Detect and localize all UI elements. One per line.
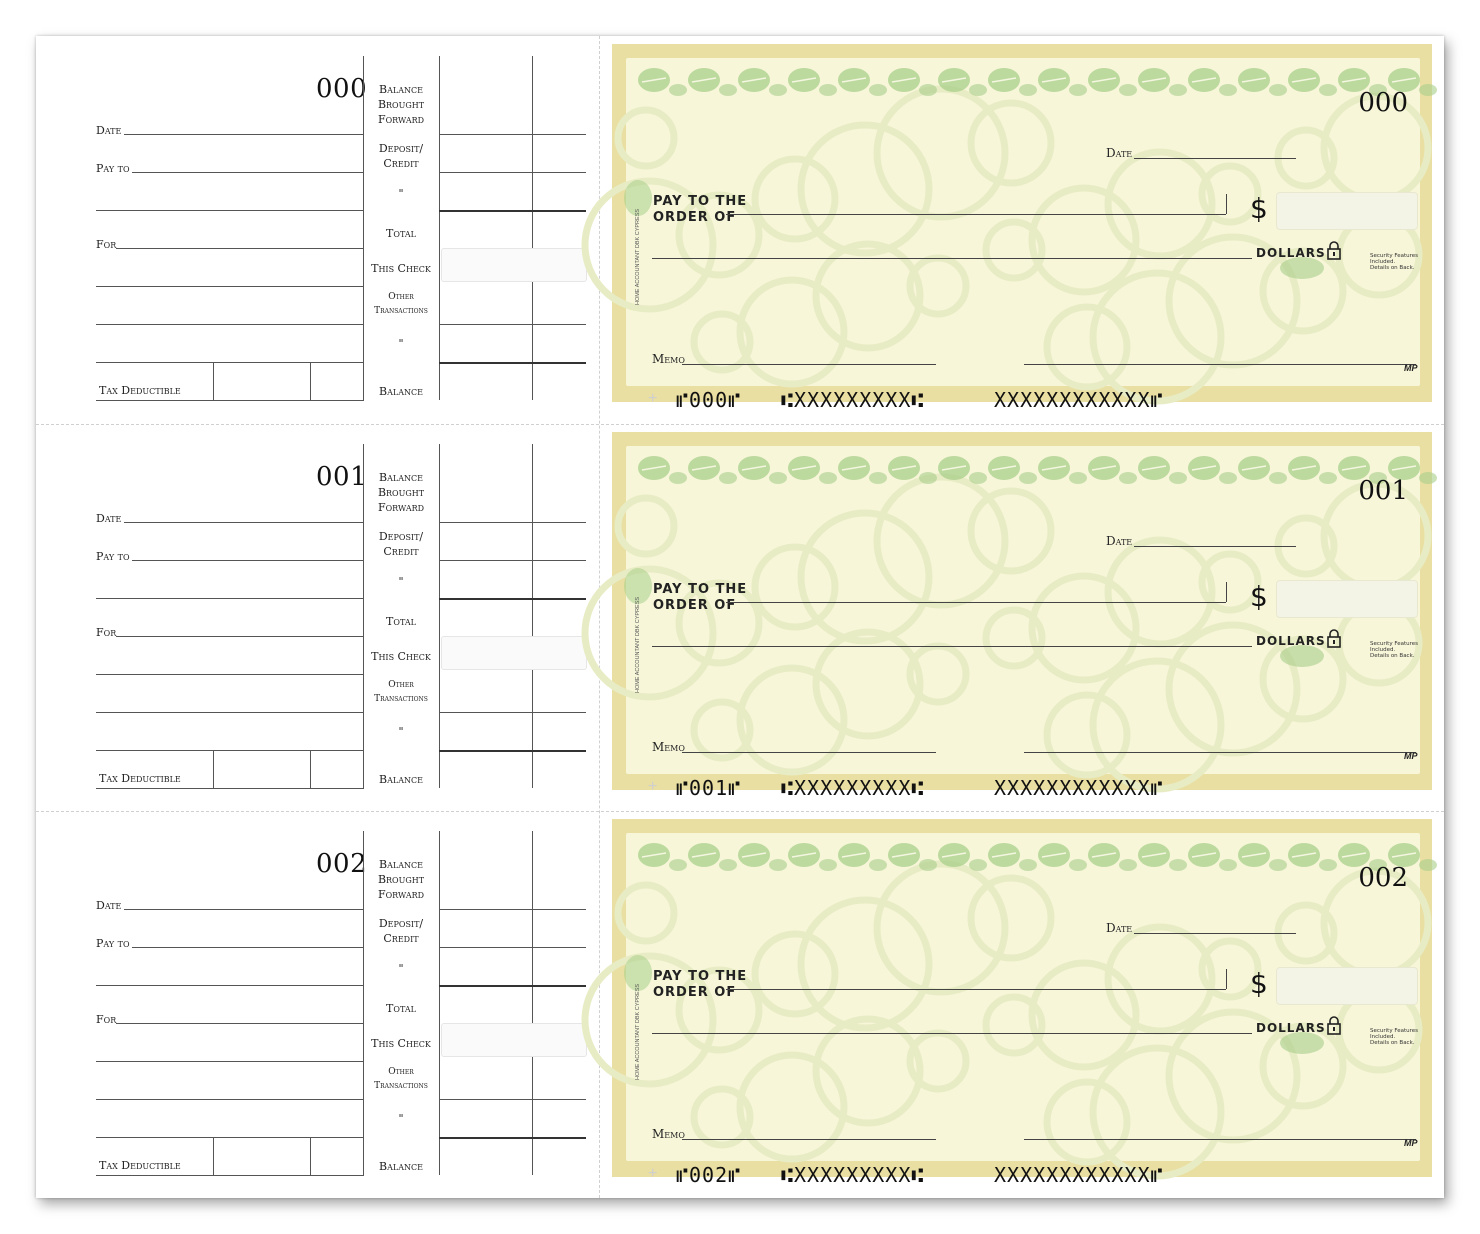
stub-check-number: 002 <box>316 849 368 879</box>
memo-line[interactable] <box>682 752 936 753</box>
ledger-line <box>439 947 586 948</box>
balance-label: Balance <box>379 385 423 398</box>
check-number: 000 <box>1358 88 1408 118</box>
plus-mark: + <box>648 1165 658 1182</box>
other-text: Other <box>388 1067 414 1077</box>
other-text: Other <box>388 292 414 302</box>
deposit-text: Deposit/ <box>378 917 424 930</box>
payee-line-end <box>1226 969 1227 989</box>
pay-to-label <box>653 969 747 1001</box>
dollars-label: DOLLARS <box>1256 246 1326 260</box>
balance-forward-text: Brought <box>377 486 425 499</box>
ledger-line <box>439 712 586 713</box>
stub-divider <box>310 750 311 788</box>
check-date-label: Date <box>1106 921 1133 935</box>
check-number: 001 <box>1358 476 1408 506</box>
stub-divider <box>213 750 214 788</box>
stub-for-label: For <box>96 626 117 639</box>
security-text: Included. <box>1370 1034 1396 1040</box>
written-amount-line[interactable] <box>652 258 1252 259</box>
check-field <box>626 446 1420 800</box>
ditto-mark: " <box>398 337 404 350</box>
this-check-amount-box[interactable] <box>441 1023 587 1057</box>
security-text: Included. <box>1370 647 1396 653</box>
stub-for-line[interactable] <box>116 248 364 249</box>
memo-label: Memo <box>652 352 685 366</box>
stub-payto-label: Pay to <box>96 937 130 950</box>
balance-forward-label <box>361 470 441 515</box>
ledger-line <box>439 362 586 364</box>
micr-account-number: XXXXXXXXXXXX⑈ <box>994 388 1164 412</box>
stub-tax-deductible-label: Tax Deductible <box>99 384 181 397</box>
written-amount-line[interactable] <box>652 646 1252 647</box>
micr-check-number: ⑈001⑈ <box>676 776 742 800</box>
pay-to-text: ORDER OF <box>653 598 737 613</box>
check <box>612 819 1432 1187</box>
amount-box[interactable] <box>1276 967 1418 1005</box>
ledger-line <box>439 598 586 600</box>
memo-label: Memo <box>652 1127 685 1141</box>
lock-icon <box>1326 628 1342 648</box>
balance-forward-text: Balance <box>379 858 423 871</box>
security-text: Details on Back. <box>1370 1040 1415 1046</box>
memo-label: Memo <box>652 740 685 754</box>
stub-line[interactable] <box>96 750 364 751</box>
stub-date-label: Date <box>96 124 122 137</box>
ditto-mark: " <box>398 187 404 200</box>
ledger-line <box>439 909 586 910</box>
this-check-label: This Check <box>371 262 431 275</box>
stub-tax-deductible-label: Tax Deductible <box>99 1159 181 1172</box>
other-transactions-label <box>361 290 441 318</box>
stub-line[interactable] <box>96 674 364 675</box>
dollars-label: DOLLARS <box>1256 1021 1326 1035</box>
balance-forward-text: Forward <box>377 888 425 901</box>
total-label: Total <box>386 615 416 628</box>
ditto-mark: " <box>398 1112 404 1125</box>
this-check-amount-box[interactable] <box>441 248 587 282</box>
mp-mark: MP <box>1404 1138 1418 1148</box>
stub-date-line[interactable] <box>124 909 364 910</box>
ditto-mark: " <box>398 962 404 975</box>
check-stub <box>36 424 599 812</box>
deposit-text: Credit <box>383 157 419 170</box>
check-stub <box>36 811 599 1199</box>
other-transactions-label <box>361 678 441 706</box>
signature-line[interactable] <box>1024 1139 1416 1140</box>
total-label: Total <box>386 227 416 240</box>
balance-label: Balance <box>379 773 423 786</box>
pay-to-text: PAY TO THE <box>653 582 748 597</box>
stub-line[interactable] <box>96 1137 364 1138</box>
stub-line[interactable] <box>96 1061 364 1062</box>
check-sheet <box>36 36 1444 1198</box>
ledger-line <box>439 1099 586 1100</box>
stub-date-label: Date <box>96 899 122 912</box>
this-check-amount-box[interactable] <box>441 636 587 670</box>
check <box>612 432 1432 800</box>
dollars-label: DOLLARS <box>1256 634 1326 648</box>
written-amount-line[interactable] <box>652 1033 1252 1034</box>
stub-payto-line[interactable] <box>132 560 364 561</box>
ledger-line <box>439 324 586 325</box>
memo-line[interactable] <box>682 364 936 365</box>
stub-line <box>96 400 364 401</box>
ditto-mark: " <box>398 575 404 588</box>
micr-check-number: ⑈000⑈ <box>676 388 742 412</box>
ledger-line <box>439 522 586 523</box>
check <box>612 44 1432 412</box>
stub-payto-line[interactable] <box>132 172 364 173</box>
deposit-text: Credit <box>383 932 419 945</box>
payee-line[interactable] <box>726 602 1226 603</box>
this-check-label: This Check <box>371 650 431 663</box>
payee-line-end <box>1226 194 1227 214</box>
stub-line[interactable] <box>96 362 364 363</box>
micr-routing-number: ⑆XXXXXXXXX⑆ <box>781 388 925 412</box>
micr-account-number: XXXXXXXXXXXX⑈ <box>994 1163 1164 1187</box>
dollar-sign: $ <box>1250 192 1268 225</box>
other-text: Transactions <box>374 306 428 316</box>
lock-icon <box>1326 240 1342 260</box>
dollar-sign: $ <box>1250 967 1268 1000</box>
check-number: 002 <box>1358 863 1408 893</box>
security-note <box>1370 253 1418 271</box>
pay-to-text: PAY TO THE <box>653 969 748 984</box>
pay-to-text: PAY TO THE <box>653 194 748 209</box>
stub-line <box>96 788 364 789</box>
security-note <box>1370 641 1418 659</box>
check-date-line[interactable] <box>1134 933 1296 934</box>
payee-line[interactable] <box>726 989 1226 990</box>
stub-divider <box>532 831 533 1175</box>
stub-divider <box>532 56 533 400</box>
stub-date-line[interactable] <box>124 522 364 523</box>
deposit-text: Deposit/ <box>378 142 424 155</box>
pay-to-text: ORDER OF <box>653 210 737 225</box>
check-date-line[interactable] <box>1134 158 1296 159</box>
ledger-line <box>439 985 586 987</box>
stub-date-label: Date <box>96 512 122 525</box>
mp-mark: MP <box>1404 363 1418 373</box>
check-style-text: HOME ACCOUNTANT DBK CYPRESS <box>635 596 641 694</box>
stub-check-number: 000 <box>316 74 368 104</box>
other-transactions-label <box>361 1065 441 1093</box>
pay-to-label <box>653 582 747 614</box>
lock-icon <box>1326 1015 1342 1035</box>
stub-line[interactable] <box>96 286 364 287</box>
check-field <box>626 833 1420 1187</box>
balance-forward-text: Balance <box>379 83 423 96</box>
stub-divider <box>213 362 214 400</box>
ledger-line <box>439 1137 586 1139</box>
other-text: Transactions <box>374 694 428 704</box>
pay-to-text: ORDER OF <box>653 985 737 1000</box>
stub-divider <box>532 444 533 788</box>
stub-divider <box>310 362 311 400</box>
stub-for-line[interactable] <box>116 636 364 637</box>
security-text: Security Features <box>1370 641 1418 647</box>
balance-forward-label <box>361 82 441 127</box>
amount-box[interactable] <box>1276 580 1418 618</box>
signature-line[interactable] <box>1024 752 1416 753</box>
stub-for-label: For <box>96 238 117 251</box>
pay-to-label <box>653 194 747 226</box>
stub-for-line[interactable] <box>116 1023 364 1024</box>
micr-routing-number: ⑆XXXXXXXXX⑆ <box>781 776 925 800</box>
mp-mark: MP <box>1404 751 1418 761</box>
security-text: Security Features <box>1370 253 1418 259</box>
stub-payto-label: Pay to <box>96 162 130 175</box>
stub-tax-deductible-label: Tax Deductible <box>99 772 181 785</box>
total-label: Total <box>386 1002 416 1015</box>
stub-line[interactable] <box>96 324 364 325</box>
stub-payto-label: Pay to <box>96 550 130 563</box>
ditto-mark: " <box>398 725 404 738</box>
deposit-label <box>361 529 441 559</box>
check-date-label: Date <box>1106 146 1133 160</box>
balance-forward-text: Balance <box>379 471 423 484</box>
balance-forward-text: Forward <box>377 501 425 514</box>
plus-mark: + <box>648 778 658 795</box>
stub-check-number: 001 <box>316 462 368 492</box>
stub-divider <box>213 1137 214 1175</box>
security-text: Security Features <box>1370 1028 1418 1034</box>
other-text: Transactions <box>374 1081 428 1091</box>
security-text: Details on Back. <box>1370 265 1415 271</box>
stub-line[interactable] <box>96 598 364 599</box>
check-field <box>626 58 1420 412</box>
check-date-label: Date <box>1106 534 1133 548</box>
check-date-line[interactable] <box>1134 546 1296 547</box>
dollar-sign: $ <box>1250 580 1268 613</box>
micr-account-number: XXXXXXXXXXXX⑈ <box>994 776 1164 800</box>
balance-forward-text: Forward <box>377 113 425 126</box>
micr-routing-number: ⑆XXXXXXXXX⑆ <box>781 1163 925 1187</box>
deposit-label <box>361 916 441 946</box>
balance-forward-text: Brought <box>377 873 425 886</box>
deposit-label <box>361 141 441 171</box>
security-text: Details on Back. <box>1370 653 1415 659</box>
check-style-text: HOME ACCOUNTANT DBK CYPRESS <box>635 208 641 306</box>
stub-line <box>96 1175 364 1176</box>
stub-divider <box>310 1137 311 1175</box>
stub-line[interactable] <box>96 1099 364 1100</box>
check-stub <box>36 36 599 424</box>
ledger-line <box>439 210 586 212</box>
stub-for-label: For <box>96 1013 117 1026</box>
balance-forward-label <box>361 857 441 902</box>
security-note <box>1370 1028 1418 1046</box>
deposit-text: Deposit/ <box>378 530 424 543</box>
deposit-text: Credit <box>383 545 419 558</box>
check-style-text: HOME ACCOUNTANT DBK CYPRESS <box>635 983 641 1081</box>
micr-check-number: ⑈002⑈ <box>676 1163 742 1187</box>
stub-line[interactable] <box>96 210 364 211</box>
memo-line[interactable] <box>682 1139 936 1140</box>
balance-forward-text: Brought <box>377 98 425 111</box>
stub-line[interactable] <box>96 712 364 713</box>
stub-line[interactable] <box>96 985 364 986</box>
security-text: Included. <box>1370 259 1396 265</box>
payee-line-end <box>1226 582 1227 602</box>
this-check-label: This Check <box>371 1037 431 1050</box>
stub-date-line[interactable] <box>124 134 364 135</box>
ledger-line <box>439 172 586 173</box>
stub-payto-line[interactable] <box>132 947 364 948</box>
ledger-line <box>439 560 586 561</box>
ledger-line <box>439 750 586 752</box>
payee-line[interactable] <box>726 214 1226 215</box>
balance-label: Balance <box>379 1160 423 1173</box>
ledger-line <box>439 134 586 135</box>
amount-box[interactable] <box>1276 192 1418 230</box>
signature-line[interactable] <box>1024 364 1416 365</box>
other-text: Other <box>388 680 414 690</box>
plus-mark: + <box>648 390 658 407</box>
